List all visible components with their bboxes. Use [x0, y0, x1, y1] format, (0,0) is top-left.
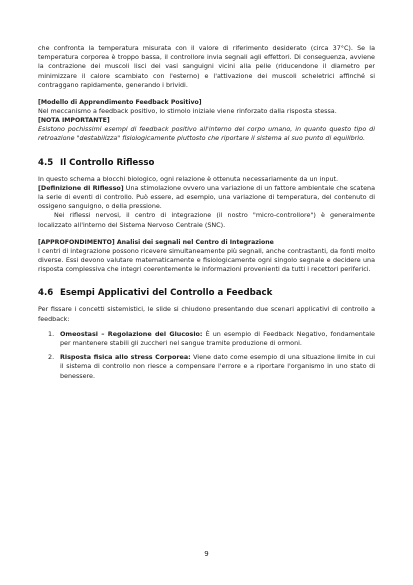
list-item-title: Risposta fisica allo stress Corporea:: [60, 353, 191, 362]
list-item-number: 2.: [48, 353, 55, 362]
feedback-label: [Modello di Apprendimento Feedback Positivo]: [38, 99, 202, 107]
intro-paragraph: che confronta la temperatura misurata con il valore di riferimento desiderato (circa 37°C). Se la temperatura corporea è troppo bassa, il controllore invia segnali agli effettori. Di conseguenza, avviene la contrazione dei muscoli lisci dei vasi sanguigni vicini alla pelle (riducendone il diametro per minimizzare il calore scambiato con l'esterno) e l'attivazione dei muscoli scheletrici affinché si contraggano rapidamente, generando i brividi.: [38, 44, 375, 89]
insight-label: [APPROFONDIMENTO] Analisi dei segnali nel Centro di Integrazione: [38, 238, 274, 246]
note-label: [NOTA IMPORTANTE]: [38, 117, 110, 125]
section-title: Esempi Applicativi del Controllo a Feedback: [60, 288, 273, 299]
section-title: Il Controllo Riflesso: [60, 157, 155, 168]
section-heading-4-6: [38, 288, 375, 299]
page-number: 9: [204, 550, 209, 558]
list-item-number: 1.: [48, 329, 55, 338]
section-45-definition: [38, 184, 375, 212]
list-item: [38, 330, 375, 348]
list-item: [38, 353, 375, 381]
feedback-text: Nel meccanismo a feedback positivo, lo stimolo iniziale viene rinforzato dalla risposta stessa.: [38, 107, 337, 116]
list-item-title: Omeostasi – Regolazione del Glucosio:: [60, 329, 203, 338]
section-45-p1: In questo schema a blocchi biologico, ogni relazione è ottenuta necessariamente da un input.: [38, 174, 339, 183]
definition-text: Una stimolazione ovvero una variazione di un fattore ambientale che scatena la serie di eventi di controllo. Può essere, ad esempio, una variazione di temperatura, del contenuto di ossigeno sanguigno, o della pressione.: [38, 183, 375, 211]
section-46-intro: Per fissare i concetti sistemistici, le slide si chiudono presentando due scenari applicativi di controllo a feedback:: [38, 305, 375, 323]
feedback-positive-block: [38, 98, 375, 144]
list-item-text: È un esempio di Feedback Negativo, fondamentale per mantenere stabili gli zuccheri nel sangue tramite produzione di ormoni.: [60, 329, 375, 348]
section-number: 4.5: [38, 157, 54, 168]
note-text: Esistono pochissimi esempi di feedback positivo all'interno del corpo umano, in quanto questo tipo di retroazione "destabilizza" fisiologicamente piuttosto che riportare il sistema al suo punto di equilibrio.: [38, 125, 375, 143]
insight-text: I centri di integrazione possono ricevere simultaneamente più segnali, anche contrastanti, da fonti molto diverse. Essi devono valutare matematicamente e fisiologicamente ogni singolo segnale e decidere una risposta complessiva che integri coerentemente le informazioni provenienti da tutti i recettori periferici.: [38, 246, 375, 274]
list-item-text: Viene dato come esempio di una situazione limite in cui il sistema di controllo non riesce a compensare l'errore e a riportare l'organismo in uno stato di benessere.: [60, 353, 375, 380]
section-heading-4-5: [38, 158, 375, 169]
section-number: 4.6: [38, 288, 54, 299]
document-page: [38, 44, 375, 386]
examples-list: [38, 330, 375, 381]
section-45-p2: Nei riflessi nervosi, il centro di integrazione (il nostro "micro-controllore") è generalmente localizzato all'interno del Sistema Nervoso Centrale (SNC).: [38, 211, 375, 229]
definition-label: [Definizione di Riflesso]: [38, 183, 124, 192]
